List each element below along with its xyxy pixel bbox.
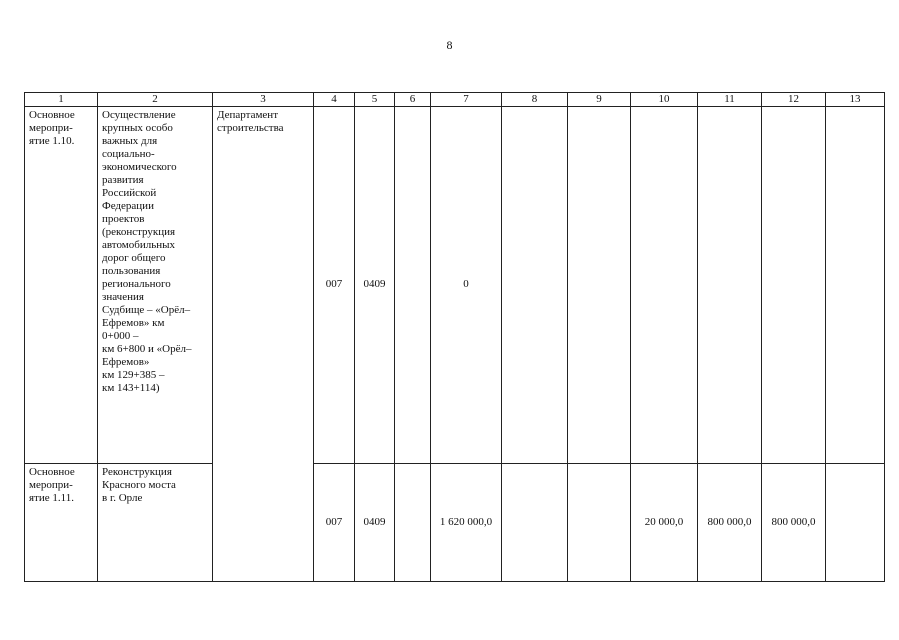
col7-value: 0 bbox=[463, 278, 469, 290]
col13-cell bbox=[826, 107, 885, 582]
description-cell bbox=[98, 107, 213, 582]
col10-value: 20 000,0 bbox=[644, 516, 684, 528]
col7-cell bbox=[431, 107, 502, 582]
header-cell: 10 bbox=[631, 93, 698, 107]
header-cell: 2 bbox=[98, 93, 213, 107]
col10-cell bbox=[631, 107, 698, 582]
header-cell: 5 bbox=[355, 93, 395, 107]
header-cell: 4 bbox=[314, 93, 355, 107]
description-text: Осуществление крупных особо важных для социально- экономического развития Российской Федерации проектов (реконструкция автомобильных дорог общего пользования регионального значения Судбище – «Орёл– Ефремов» км 0+000 – км 6+800 и «Орёл– Ефремов» км 129+385 – км 143+114) bbox=[102, 109, 192, 394]
col11-cell bbox=[698, 107, 762, 582]
responsible-label: Департамент строительства bbox=[217, 109, 284, 134]
header-cell: 9 bbox=[568, 93, 631, 107]
col8-cell bbox=[502, 107, 568, 582]
col4-value: 007 bbox=[325, 516, 343, 528]
col4-value: 007 bbox=[325, 278, 343, 290]
header-cell: 13 bbox=[826, 93, 885, 107]
header-cell: 1 bbox=[25, 93, 98, 107]
header-cell: 3 bbox=[213, 93, 314, 107]
col11-value: 800 000,0 bbox=[707, 516, 752, 528]
header-cell: 7 bbox=[431, 93, 502, 107]
col4-cell bbox=[314, 107, 355, 582]
col12-value: 800 000,0 bbox=[771, 516, 816, 528]
col6-cell bbox=[395, 107, 431, 582]
col9-cell bbox=[568, 107, 631, 582]
table-row bbox=[25, 107, 885, 582]
header-cell: 8 bbox=[502, 93, 568, 107]
col7-value: 1 620 000,0 bbox=[439, 516, 493, 528]
responsible-cell bbox=[213, 107, 314, 582]
col5-value: 0409 bbox=[363, 278, 386, 290]
header-cell: 12 bbox=[762, 93, 826, 107]
header-cell: 6 bbox=[395, 93, 431, 107]
event-label: Основное меропри- ятие 1.10. bbox=[29, 109, 75, 147]
col5-value: 0409 bbox=[363, 516, 386, 528]
budget-table bbox=[24, 92, 885, 582]
col12-cell bbox=[762, 107, 826, 582]
header-cell: 11 bbox=[698, 93, 762, 107]
col5-cell bbox=[355, 107, 395, 582]
page-number: 8 bbox=[446, 38, 453, 52]
header-row bbox=[25, 93, 885, 107]
description-text: Реконструкция Красного моста в г. Орле bbox=[102, 466, 176, 504]
event-cell bbox=[25, 107, 98, 582]
event-label: Основное меропри- ятие 1.11. bbox=[29, 466, 75, 504]
